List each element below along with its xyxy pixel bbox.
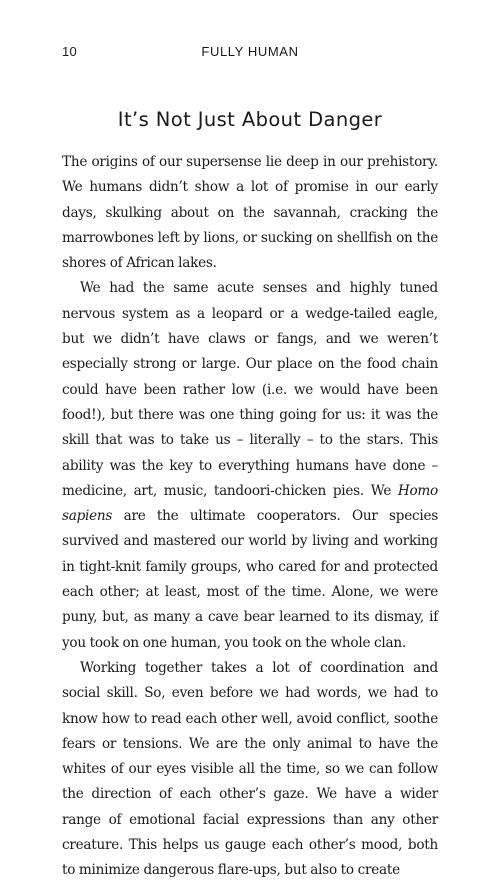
running-header [62, 44, 438, 64]
paragraph-1: The origins of our supersense lie deep in our prehistory. We humans didn’t show a lot of promise in our early days, skulking about on the savannah, cracking the marrowbones left by lions, or sucking on shellfish on the shores of African lakes. [62, 154, 438, 272]
body-text [62, 150, 438, 884]
section-heading: It’s Not Just About Danger [117, 108, 383, 131]
species-name-italic: Homo sapiens [62, 482, 438, 525]
book-title: FULLY HUMAN [201, 44, 299, 59]
paragraph-2 [62, 276, 438, 655]
paragraph-2-text-after: are the ultimate cooperators. Our species survived and mastered our world by living and working in tight-knit family groups, who cared for and protected each other; at least, most of the time. Alone, we were puny, but, as many a cave bear learned to its dismay, if you took on one human, you took on the whole clan. [62, 508, 438, 651]
paragraph-3: Working together takes a lot of coordination and social skill. So, even before we had words, we had to know how to read each other well, avoid conflict, soothe fears or tensions. We are the only animal to have the whites of our eyes visible all the time, so we can follow the direction of each other’s gaze. We have a wider range of emotional facial expressions than any other creature. This helps us gauge each other’s mood, both to minimize dangerous flare-ups, but also to create [62, 659, 438, 879]
page-number: 10 [62, 44, 78, 59]
paragraph-2-text-before: We had the same acute senses and highly tuned nervous system as a leopard or a wedge-tailed eagle, but we didn’t have claws or fangs, and we weren’t especially strong or large. Our place on the food chain could have been rather low (i.e. we would have been food!), but there was one thing going for us: it was the skill that was to take us – literally – to the stars. This ability was the key to everything humans have done – medicine, art, music, tandoori-chicken pies. We [62, 280, 438, 499]
